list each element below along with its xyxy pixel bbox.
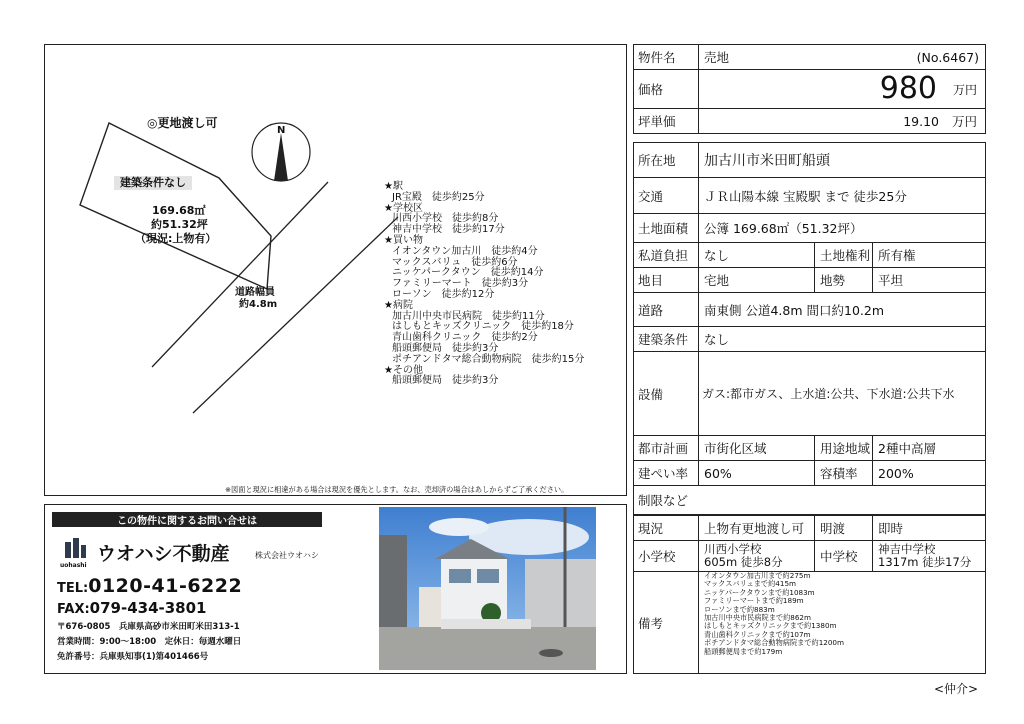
company-logo-icon [62,536,88,562]
notes-list [704,572,844,656]
note-item: 加古川中央市民病院まで約862m [704,613,811,623]
value-floor-area-ratio: 200% [872,461,985,485]
value-status: 上物有更地渡し可 [698,516,814,540]
row-city-plan [633,435,986,461]
label-land-area: 土地面積 [638,221,689,236]
note-item: ポチアンドタマ総合動物病院まで約1200m [704,638,845,648]
price-amount: 980 [879,71,937,106]
row-private-road [633,242,986,268]
note-item: イオンタウン加古川まで約275m [704,572,811,580]
price-unit: 万円 [952,82,977,97]
label-floor-area-ratio: 容積率 [814,461,872,485]
label-city-plan: 都市計画 [638,441,689,456]
plot-status: （現況:上物有） [135,232,217,245]
label-junior-high-school: 中学校 [814,541,872,571]
phone-line [57,575,242,597]
nearby-facilities-list [384,182,584,387]
tel-number[interactable]: 0120-41-6222 [88,575,243,597]
row-tsubo-price [633,108,986,134]
facility-line: 加古川中央市民病院 徒歩約11分 [392,310,545,322]
row-building-condition [633,326,986,352]
license-number: 免許番号：兵庫県知事(1)第401466号 [57,652,209,662]
value-road: 南東側 公道4.8m 間口約10.2m [698,293,985,326]
value-equipment: ガス:都市ガス、上水道:公共、下水道:公共下水 [698,352,985,435]
value-land-area: 公簿 169.68㎡（51.32坪） [698,214,985,242]
label-elementary-school: 小学校 [638,549,676,564]
tsubo-price-amount: 19.10 [903,113,939,129]
disclaimer: ※図面と現況に相違がある場合は現況を優先とします。なお、売却済の場合はあしからずご了承ください。 [225,485,569,494]
row-equipment [633,351,986,436]
note-item: 船頭郵便局まで約179m [704,646,783,656]
facility-line: マックスバリュ 徒歩約6分 [392,256,518,268]
value-handover: 即時 [872,516,985,540]
facility-line: ★学校区 [384,202,423,214]
note-item: 青山歯科クリニックまで約107m [704,629,811,639]
label-zoning: 用途地域 [814,436,872,460]
value-private-road: なし [698,243,814,267]
compass-north-label: N [277,125,286,136]
value-building-condition: なし [698,327,985,351]
tsubo-price-unit: 万円 [951,114,977,129]
label-building-condition: 建築条件 [638,332,689,347]
road-width-value: 約4.8m [239,299,278,310]
facility-line: ニッケパークタウン 徒歩約14分 [392,267,544,279]
label-land-right: 土地権利 [814,243,872,267]
value-price [698,70,985,108]
property-info-table [633,44,986,674]
row-notes [633,571,986,674]
plot-area-m2: 169.68㎡ [152,204,206,217]
facility-line: 川西小学校 徒歩約8分 [392,213,499,225]
property-number: (No.6467) [916,49,979,65]
row-location [633,142,986,178]
facility-line: ★買い物 [384,234,423,246]
row-land-category [633,267,986,293]
road-width-label: 道路幅員 [235,287,275,298]
note-item: マックスバリュまで約415m [704,579,797,589]
fax-line [57,598,207,617]
value-junior-high-school [872,541,985,571]
value-building-coverage: 60% [698,461,814,485]
contact-header: この物件に関するお問い合せは [52,512,322,527]
note-item: はしもとキッズクリニックまで約1380m [704,621,837,631]
facility-line: 船頭郵便局 徒歩約3分 [392,342,499,354]
plot-condition-badge: 建築条件なし [114,176,192,190]
note-item: ファミリーマートまで約189m [704,596,804,606]
business-hours: 営業時間：9:00～18:00 定休日：毎週水曜日 [57,637,242,647]
value-transport: ＪＲ山陽本線 宝殿駅 まで 徒歩25分 [698,178,985,213]
facility-line: JR宝殿 徒歩約25分 [392,191,485,203]
plot-area-tsubo: 約51.32坪 [151,218,208,231]
facility-line: 船頭郵便局 徒歩約3分 [392,375,499,387]
note-item: ローソンまで約883m [704,604,775,614]
junior-high-school-distance: 1317m 徒歩17分 [878,555,972,569]
facility-line: 神吉中学校 徒歩約17分 [392,224,505,236]
transaction-type: <仲介> [934,682,979,696]
label-building-coverage: 建ぺい率 [638,466,689,481]
company-name: ウオハシ不動産 [97,543,230,565]
company-address: 〒676-0805 兵庫県高砂市米田町米田313-1 [57,622,240,632]
row-price [633,69,986,109]
row-restrictions [633,485,986,515]
map-panel [44,44,627,496]
tel-label: TEL: [57,581,89,596]
label-status: 現況 [638,521,664,536]
row-property-type [633,44,986,70]
label-notes: 備考 [638,615,664,631]
row-road [633,292,986,327]
label-price: 価格 [638,82,664,97]
label-terrain: 地勢 [814,268,872,292]
value-city-plan: 市街化区域 [698,436,814,460]
facility-line: ローソン 徒歩約12分 [392,288,495,300]
corporation-name: 株式会社ウオハシ [255,551,319,560]
facility-line: はしもとキッズクリニック 徒歩約18分 [392,321,574,333]
value-zoning: 2種中高層 [872,436,985,460]
label-private-road: 私道負担 [638,248,689,263]
label-tsubo-price: 坪単価 [638,114,676,129]
elementary-school-name: 川西小学校 [704,542,762,556]
label-property-type: 物件名 [638,50,676,65]
value-tsubo-price [698,109,985,133]
junior-high-school-name: 神吉中学校 [878,542,936,556]
row-coverage [633,460,986,486]
row-transport [633,177,986,214]
label-transport: 交通 [638,188,664,204]
label-restrictions: 制限など [638,493,689,508]
note-item: ニッケパークタウンまで約1083m [704,587,815,597]
row-schools [633,540,986,572]
row-land-area [633,213,986,243]
label-handover: 明渡 [814,516,872,540]
contact-panel [44,504,627,674]
elementary-school-distance: 605m 徒歩8分 [704,555,783,569]
facility-line: ★駅 [384,181,403,192]
facility-line: ファミリーマート 徒歩約3分 [392,278,529,290]
handover-note: ◎更地渡し可 [147,116,218,130]
label-location: 所在地 [638,153,676,168]
label-equipment: 設備 [638,386,664,402]
property-type: 売地 [704,50,730,65]
facility-line: ★病院 [384,299,413,311]
facility-line: 青山歯科クリニック 徒歩約2分 [392,332,538,344]
fax-number: 079-434-3801 [89,599,207,617]
property-photo [379,507,596,670]
fax-label: FAX: [57,602,90,617]
value-terrain: 平坦 [872,268,985,292]
value-notes [698,572,985,673]
value-property-type [698,45,985,69]
label-land-category: 地目 [638,273,664,288]
facility-line: ポチアンドタマ総合動物病院 徒歩約15分 [392,353,585,365]
value-land-right: 所有権 [872,243,985,267]
label-road: 道路 [638,302,664,318]
company-logo-text: uohashi [60,562,87,569]
value-land-category: 宅地 [698,268,814,292]
value-location: 加古川市米田町船頭 [698,143,985,177]
facility-line: イオンタウン加古川 徒歩約4分 [392,245,538,257]
facility-line: ★その他 [384,364,423,376]
row-status [633,515,986,541]
road-line-right [193,217,398,413]
value-elementary-school [698,541,814,571]
